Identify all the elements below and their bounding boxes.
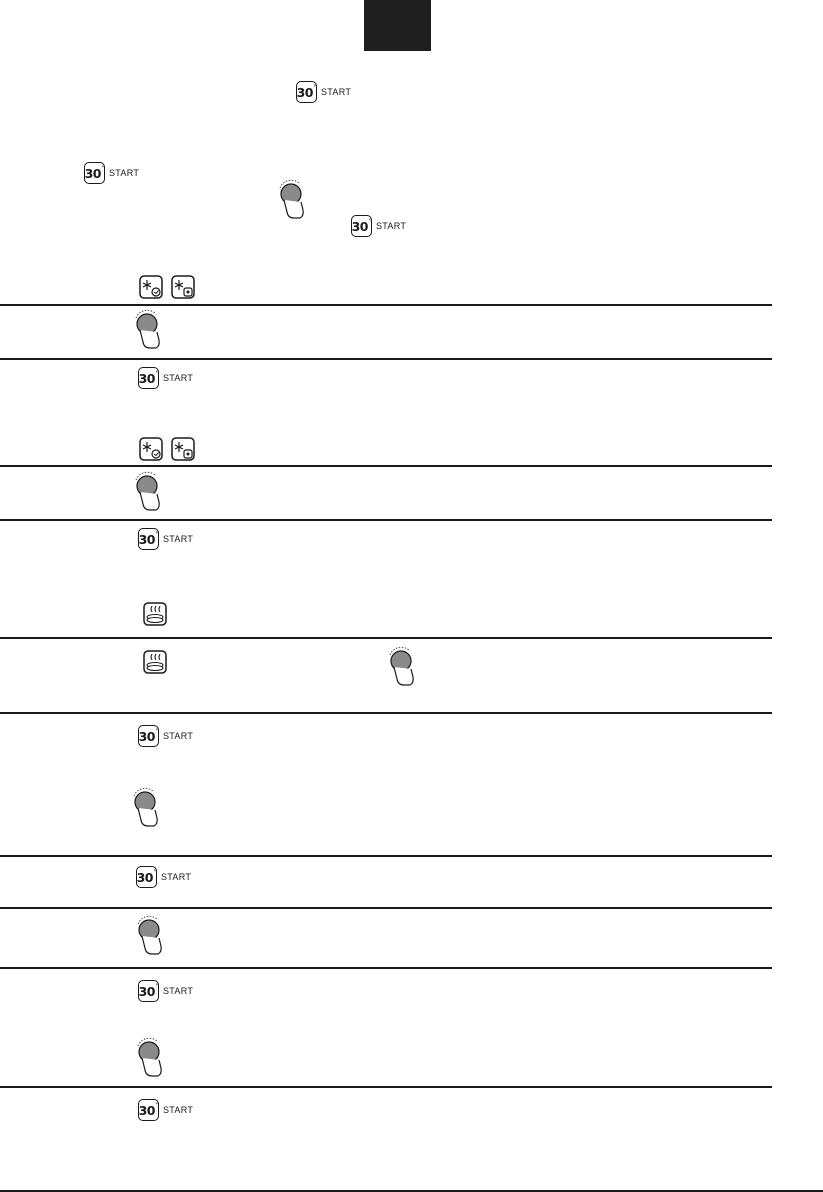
start-key-icon: 30 " <box>138 980 159 1002</box>
start-30-seconds-button: 30 " START <box>138 528 193 550</box>
rotary-knob-hand-icon <box>128 786 164 828</box>
rotary-knob-hand-icon <box>130 308 166 350</box>
start-key-icon: 30 " <box>136 866 157 888</box>
start-30-seconds-button: 30 " START <box>138 980 193 1002</box>
row-divider <box>0 358 772 360</box>
start-30-seconds-button: 30 " START <box>84 162 139 184</box>
start-30-seconds-button: 30 " START <box>351 215 406 237</box>
row-divider <box>0 304 772 306</box>
steam-plate-icon <box>143 650 167 674</box>
defrost-by-weight-icon <box>171 437 195 461</box>
defrost-by-weight-icon <box>171 275 195 299</box>
row-divider <box>0 855 772 857</box>
steam-plate-icon <box>143 602 167 626</box>
rotary-knob-hand-icon <box>132 1036 168 1078</box>
start-key-icon: 30 " <box>138 725 159 747</box>
rotary-knob-hand-icon <box>132 914 168 956</box>
row-divider <box>0 519 772 521</box>
start-key-icon: 30 " <box>138 528 159 550</box>
row-divider <box>0 637 772 639</box>
rotary-knob-hand-icon <box>274 178 310 220</box>
page-tab-marker <box>364 0 431 51</box>
row-divider <box>0 1086 772 1088</box>
row-divider <box>0 465 772 467</box>
start-key-icon: 30 " <box>296 81 317 103</box>
row-divider <box>0 967 772 969</box>
start-key-icon: 30 " <box>351 215 372 237</box>
defrost-by-time-icon <box>139 275 163 299</box>
row-divider <box>0 907 772 909</box>
start-key-icon: 30 " <box>138 1099 159 1121</box>
start-30-seconds-button: 30 " START <box>296 81 351 103</box>
start-30-seconds-button: 30 " START <box>138 1099 193 1121</box>
rotary-knob-hand-icon <box>384 645 420 687</box>
start-key-icon: 30 " <box>84 162 105 184</box>
start-key-icon: 30 " <box>138 367 159 389</box>
start-30-seconds-button: 30 " START <box>138 367 193 389</box>
defrost-by-time-icon <box>139 437 163 461</box>
start-30-seconds-button: 30 " START <box>138 725 193 747</box>
row-divider <box>0 712 772 714</box>
rotary-knob-hand-icon <box>130 470 166 512</box>
start-30-seconds-button: 30 " START <box>136 866 191 888</box>
